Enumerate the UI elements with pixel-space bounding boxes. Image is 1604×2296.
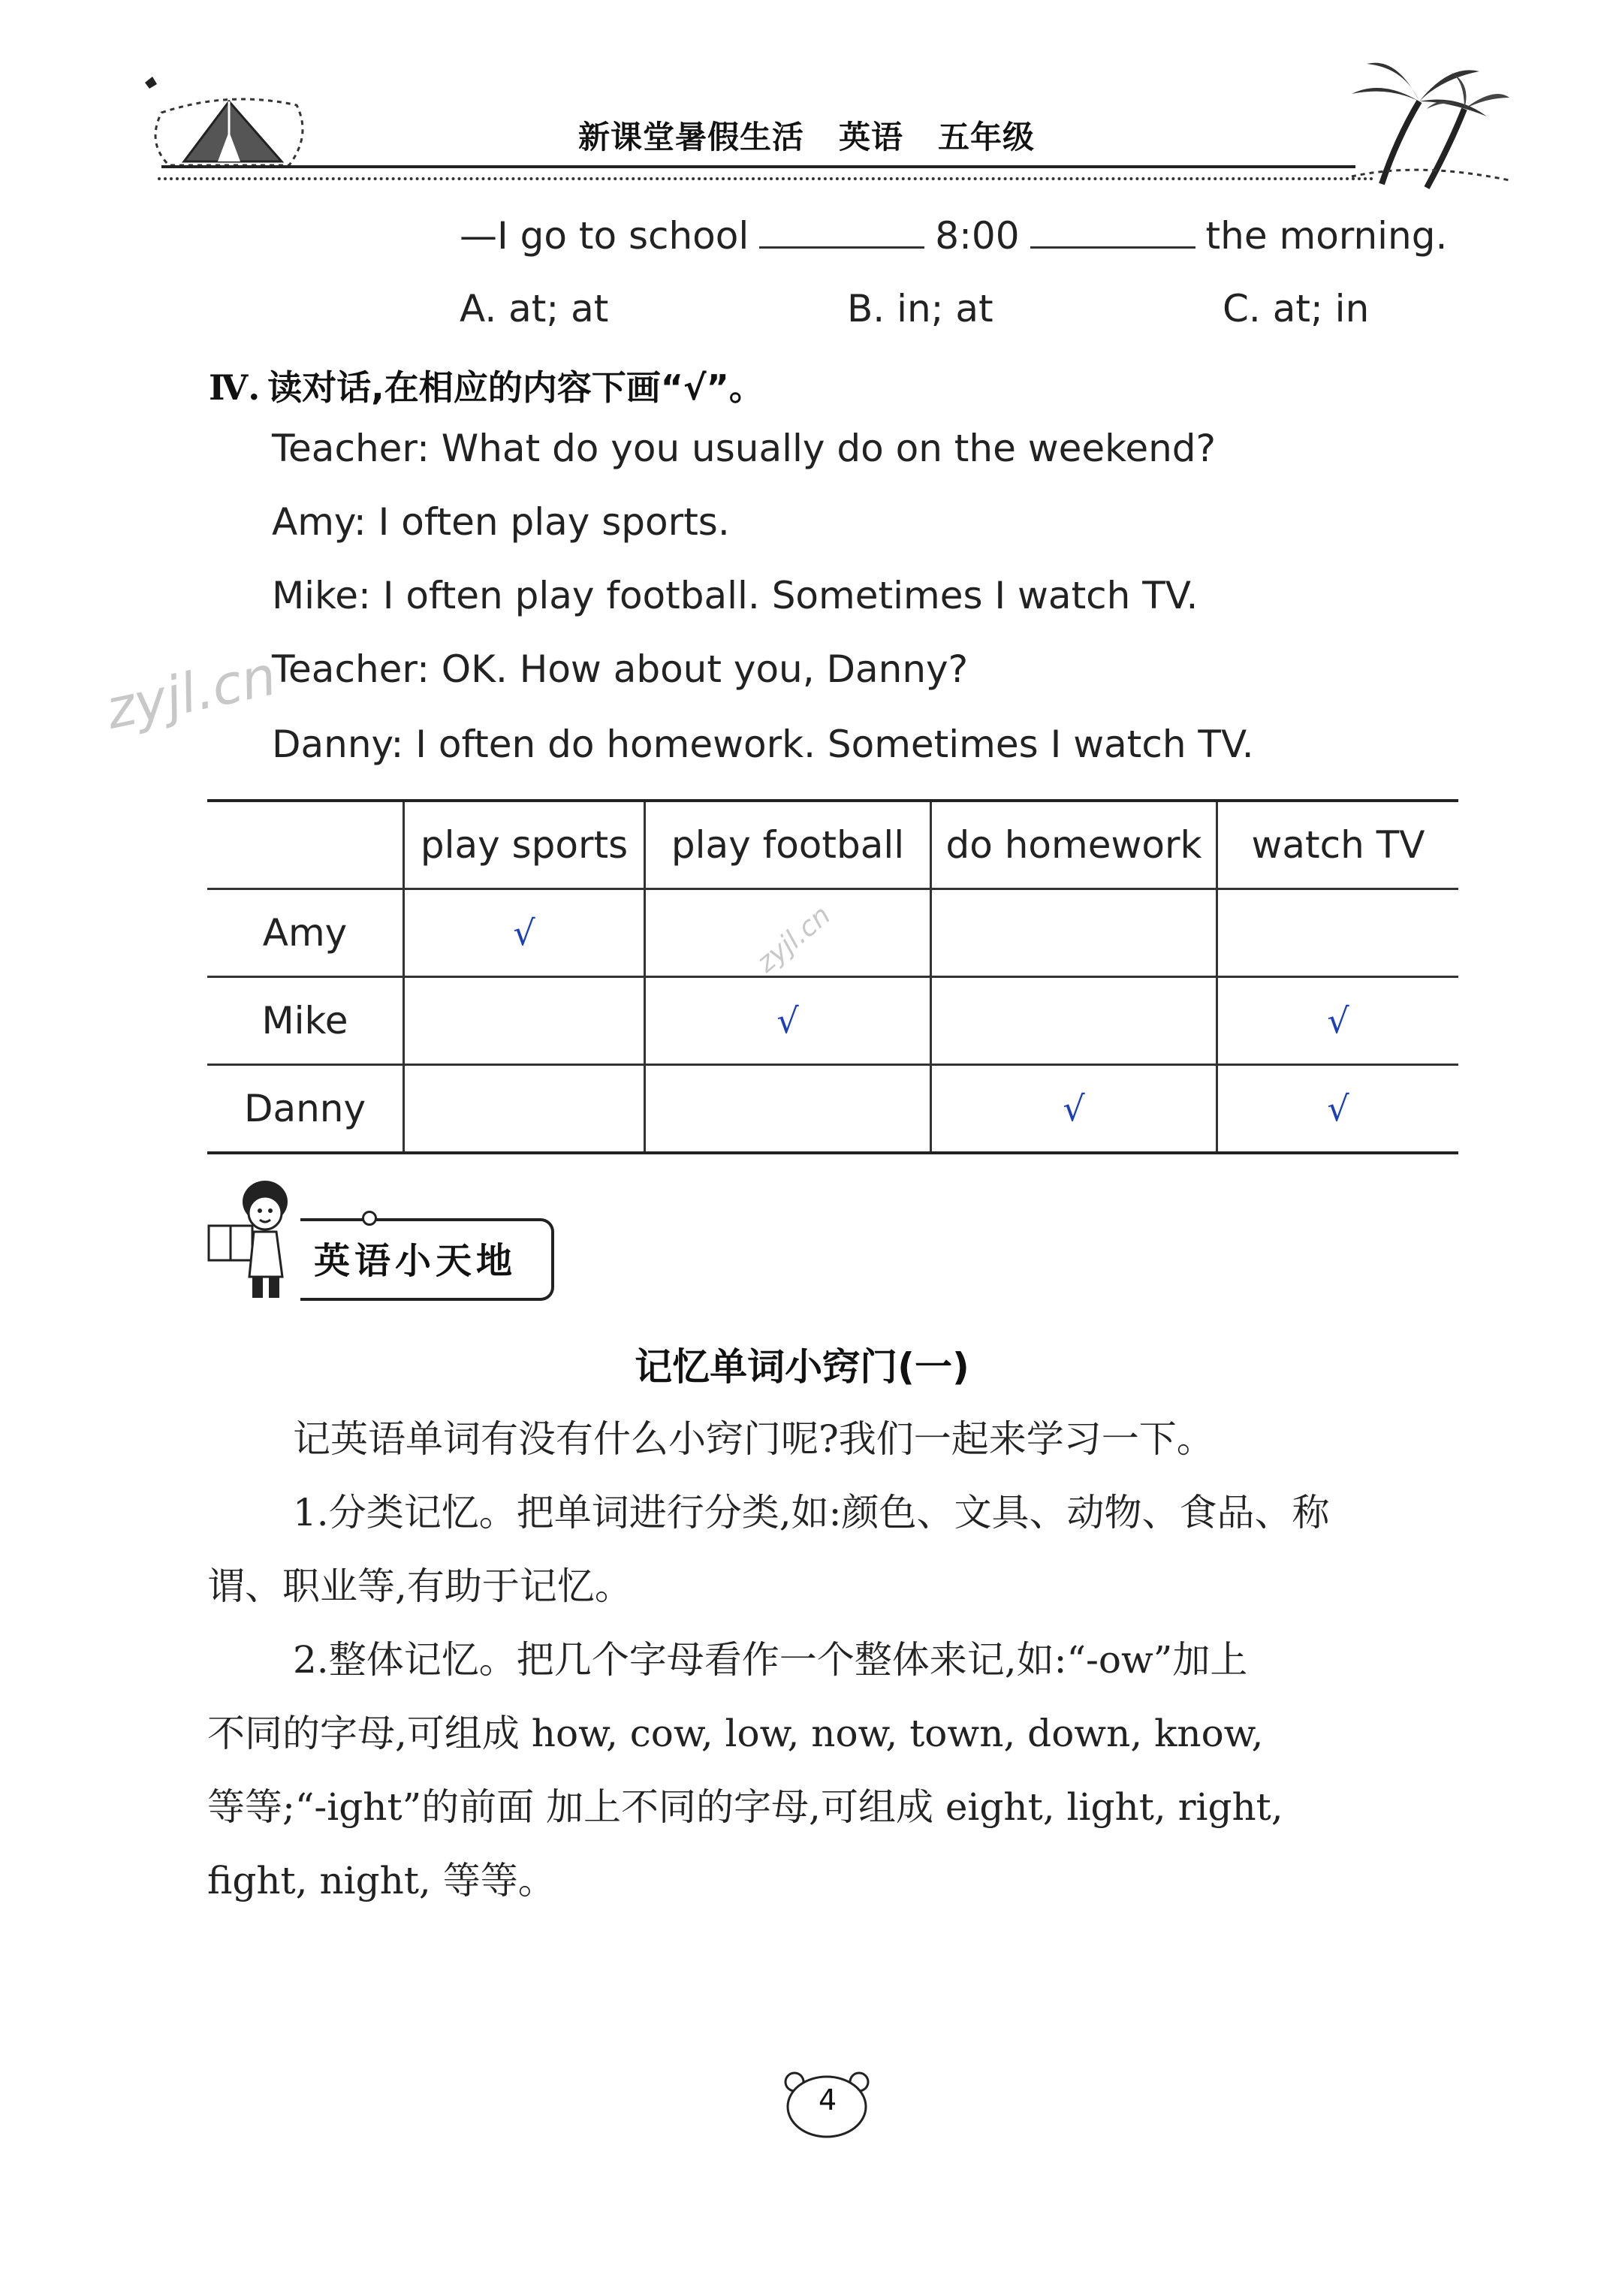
corner-paragraph: 1.分类记忆。把单词进行分类,如:颜色、文具、动物、食品、称 (293, 1491, 1330, 1534)
watermark: zyjl.cn (751, 900, 837, 979)
table-header-cell: play football (645, 801, 931, 889)
option-c: C. at; in (1223, 287, 1370, 330)
section-instruction: 读对话,在相应的内容下画“√”。 (267, 367, 764, 408)
dialogue-line: Mike: I often play football. Sometimes I watch TV. (272, 574, 1198, 617)
section-iv-heading (209, 361, 764, 410)
header-subject: 英语 (839, 119, 904, 155)
watermark: zyjl.cn (100, 644, 282, 741)
header-grade: 五年级 (938, 119, 1036, 155)
page-number: 4 (819, 2083, 837, 2116)
palm-tree-illustration (1337, 56, 1517, 192)
check-cell: √ (404, 889, 645, 977)
question-part-2: the morning. (1205, 214, 1448, 258)
check-cell: √ (645, 977, 931, 1065)
answer-blank-2 (1030, 216, 1195, 249)
corner-pin (362, 1211, 377, 1226)
corner-paragraph: 记英语单词有没有什么小窍门呢?我们一起来学习一下。 (293, 1417, 1214, 1461)
check-cell (404, 1065, 645, 1154)
header-book: 新课堂暑假生活 (578, 119, 805, 155)
dialogue-line: Amy: I often play sports. (272, 500, 730, 544)
corner-paragraph: fight, night, 等等。 (207, 1859, 556, 1902)
row-name: Amy (207, 889, 404, 977)
corner-title: 记忆单词小窍门(一) (635, 1345, 969, 1389)
row-name: Danny (207, 1065, 404, 1154)
table-row (207, 977, 1458, 1065)
row-name: Mike (207, 977, 404, 1065)
table-header-cell: watch TV (1217, 801, 1459, 889)
option-b: B. in; at (847, 287, 993, 330)
tent-illustration (139, 60, 319, 173)
check-cell: √ (1217, 1065, 1459, 1154)
table-row (207, 1065, 1458, 1154)
answer-blank-1 (759, 216, 924, 249)
corner-paragraph: 等等;“-ight”的前面 加上不同的字母,可组成 eight, light, right, (207, 1785, 1283, 1829)
dialogue-line: Danny: I often do homework. Sometimes I watch TV. (272, 723, 1254, 766)
table-header-cell (207, 801, 404, 889)
corner-label: 英语小天地 (314, 1240, 517, 1282)
question-part-1: —I go to school (460, 214, 749, 258)
header-dotted-rule (158, 177, 1374, 180)
check-cell (931, 977, 1217, 1065)
corner-paragraph: 2.整体记忆。把几个字母看作一个整体来记,如:“-ow”加上 (293, 1638, 1248, 1682)
section-number: Ⅳ. (209, 367, 261, 408)
dialogue-line: Teacher: OK. How about you, Danny? (272, 647, 969, 691)
option-a: A. at; at (460, 287, 609, 330)
check-cell (645, 1065, 931, 1154)
header-title (578, 113, 1035, 158)
check-cell: √ (931, 1065, 1217, 1154)
table-header-cell: play sports (404, 801, 645, 889)
question-time: 8:00 (935, 214, 1020, 258)
header-rule (161, 165, 1355, 168)
table-header-row (207, 801, 1458, 889)
check-cell (931, 889, 1217, 977)
corner-paragraph: 谓、职业等,有助于记忆。 (207, 1564, 632, 1608)
corner-paragraph: 不同的字母,可组成 how, cow, low, now, town, down, know, (207, 1712, 1264, 1755)
kid-reading-illustration (201, 1172, 306, 1307)
activity-table (207, 799, 1458, 1154)
check-cell (404, 977, 645, 1065)
check-cell (1217, 889, 1459, 977)
table-header-cell: do homework (931, 801, 1217, 889)
question-line (460, 214, 1447, 258)
check-cell: √ (1217, 977, 1459, 1065)
dialogue-line: Teacher: What do you usually do on the weekend? (272, 427, 1217, 470)
table-row (207, 889, 1458, 977)
